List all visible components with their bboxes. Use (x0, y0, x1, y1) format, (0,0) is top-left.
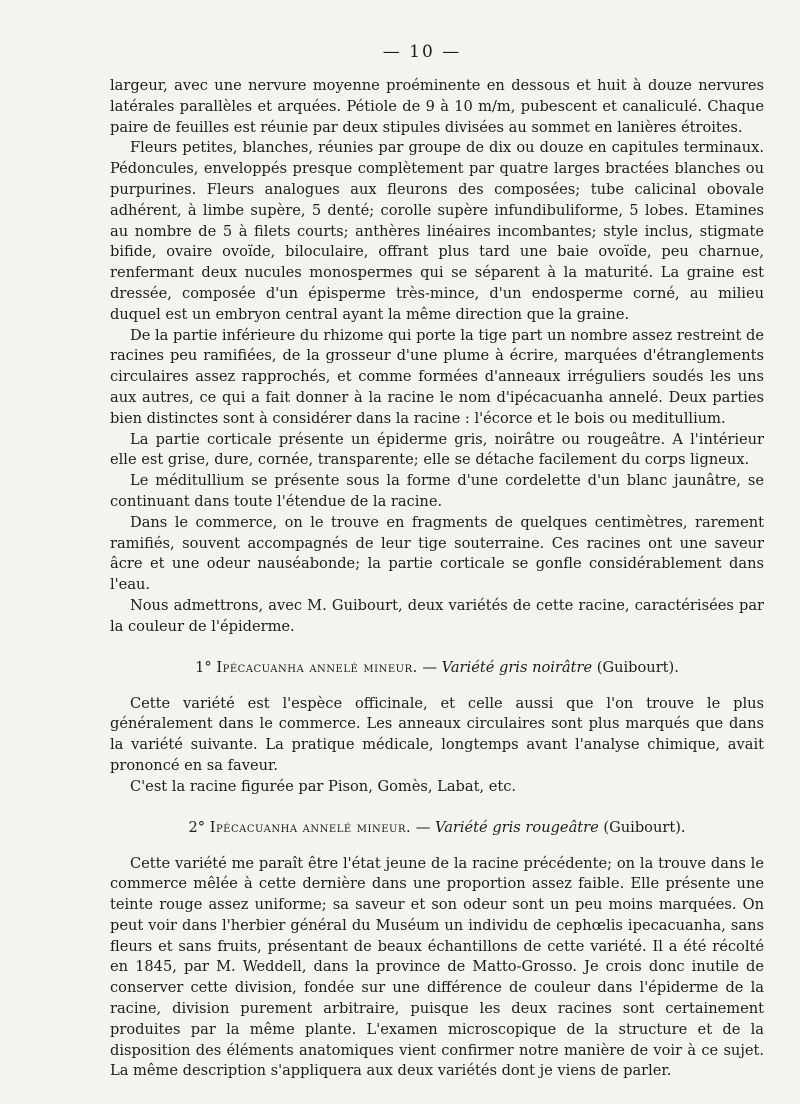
paragraph: C'est la racine figurée par Pison, Gomès, Labat, etc. (130, 777, 517, 795)
text-block-variety-1 (110, 694, 764, 798)
text-block-intro (110, 76, 764, 638)
paragraph: Dans le commerce, on le trouve en fragments de quelques centimètres, rarement ramifiés, souvent accompagnés de leur tige souterraine. Ces racines ont une saveur âcre et une odeur nauséabonde; la partie corticale se gonfle considérablement dans l'eau. (110, 513, 764, 594)
section-number: 1° (195, 658, 212, 676)
section-description: Variété gris rougeâtre (435, 818, 599, 836)
section-heading-2 (110, 818, 764, 838)
section-heading-1 (110, 658, 764, 678)
paragraph: Le méditullium se présente sous la forme d'une cordelette d'un blanc jaunâtre, se continuant dans toute l'étendue de la racine. (110, 472, 764, 510)
text-block-variety-2 (110, 854, 764, 1083)
section-number: 2° (188, 818, 206, 836)
paragraph: La partie corticale présente un épiderme gris, noirâtre ou rougeâtre. A l'intérieur elle est grise, dure, cornée, transparente; elle se détache facilement du corps ligneux. (110, 430, 764, 469)
section-dash: — (422, 658, 438, 676)
paragraph: Cette variété est l'espèce officinale, et celle aussi que l'on trouve le plus généralement dans le commerce. Les anneaux circulaires sont plus marqués que dans la variété suivante. La pratique médicale, longtemps avant l'analyse chimique, avait prononcé en sa faveur. (110, 694, 764, 774)
paragraph: Fleurs petites, blanches, réunies par groupe de dix ou douze en capitules terminaux. Pédoncules, enveloppés presque complètement par quatre larges bractées blanches ou purpurines. Fleurs analogues aux fleurons des composées; tube calicinal obovale adhérent, à limbe supère, 5 denté; corolle supère infundibuliforme, 5 lobes. Etamines au nombre de 5 à filets courts; anthères linéaires incombantes; style inclus, stigmate bifide, ovaire ovoïde, biloculaire, offrant plus tard une baie ovoïde, peu charnue, renfermant deux nucules monospermes qui se séparent à la maturité. La graine est dressée, composée d'un épisperme très-mince, d'un endosperme corné, au milieu duquel est un embryon central ayant la même direction que la graine. (110, 139, 764, 323)
section-author: (Guibourt). (603, 818, 686, 836)
paragraph: Nous admettrons, avec M. Guibourt, deux variétés de cette racine, caractérisées par la couleur de l'épiderme. (110, 596, 764, 635)
section-author: (Guibourt). (596, 658, 679, 676)
section-description: Variété gris noirâtre (441, 658, 593, 676)
section-name: Ipécacuanha annelé mineur. (216, 658, 418, 676)
section-dash: — (415, 818, 431, 836)
section-name: Ipécacuanha annelé mineur. (209, 818, 412, 836)
page-number: — 10 — (382, 42, 462, 62)
paragraph: De la partie inférieure du rhizome qui porte la tige part un nombre assez restreint de racines peu ramifiées, de la grosseur d'une plume à écrire, marquées d'étranglements circulaires assez rapprochés, et comme formées d'anneaux irréguliers soudés les uns aux autres, ce qui a fait donner à la racine le nom d'ipécacuanha annelé. Deux parties bien distinctes sont à considérer dans la racine : l'écorce et le bois ou meditullium. (110, 326, 764, 427)
paragraph: largeur, avec une nervure moyenne proéminente en dessous et huit à douze nervures latérales parallèles et arquées. Pétiole de 9 à 10 m/m, pubescent et canaliculé. Chaque paire de feuilles est réunie par deux stipules divisées au sommet en lanières étroites. (110, 77, 764, 136)
paragraph: Cette variété me paraît être l'état jeune de la racine précédente; on la trouve dans le commerce mêlée à cette dernière dans une proportion assez faible. Elle présente une teinte rouge assez uniforme; sa saveur et son odeur sont un peu moins marquées. On peut voir dans l'herbier général du Muséum un individu de cephœlis ipecacuanha, sans fleurs et sans fruits, présentant de beaux échantillons de cette variété. Il a été récolté en 1845, par M. Weddell, dans la province de Matto-Grosso. Je crois donc inutile de conserver cette division, fondée sur une différence de couleur dans l'épiderme de la racine, division purement arbitraire, puisque les deux racines sont certainement produites par la même plante. L'examen microscopique de la structure et de la disposition des éléments anatomiques vient confirmer notre manière de voir à ce sujet. La même description s'appliquera aux deux variétés dont je viens de parler. (110, 854, 764, 1080)
